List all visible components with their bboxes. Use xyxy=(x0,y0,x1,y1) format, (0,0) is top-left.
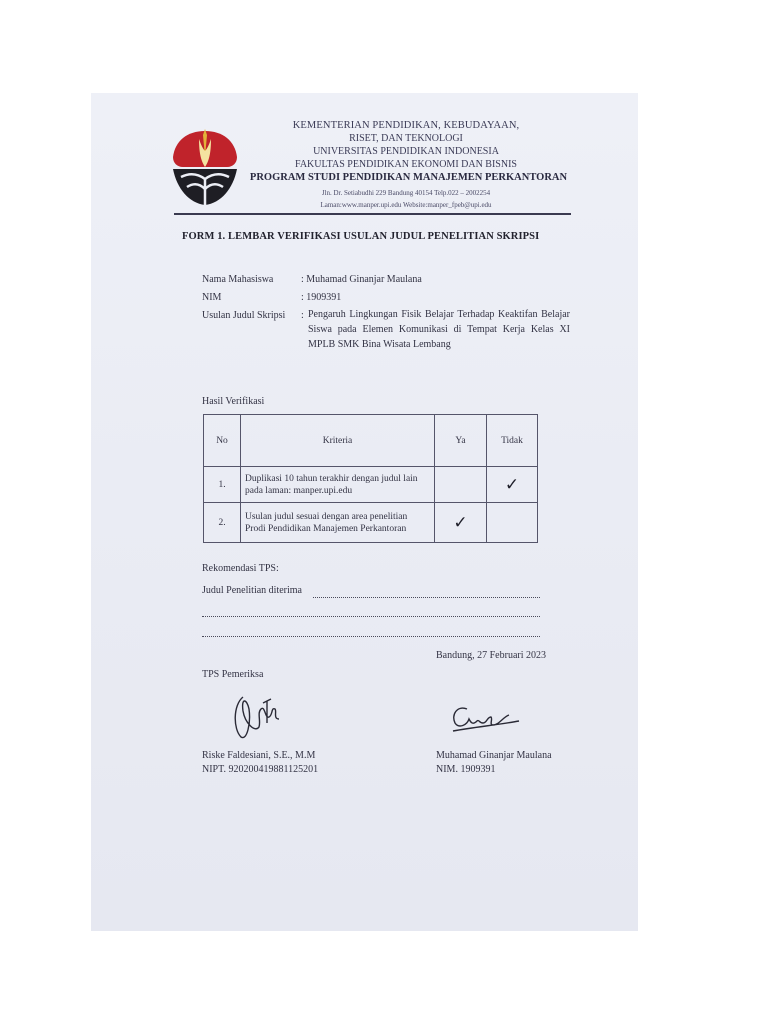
thesis-title-label: Usulan Judul Skripsi xyxy=(202,310,286,321)
university-logo xyxy=(169,127,241,207)
dotted-line xyxy=(202,615,540,617)
student-signature xyxy=(445,701,525,737)
dotted-line xyxy=(202,635,540,637)
row-tidak-mark: ✓ xyxy=(487,467,538,503)
recommendation-heading: Rekomendasi TPS: xyxy=(202,563,279,574)
verification-heading: Hasil Verifikasi xyxy=(202,396,265,407)
document-page xyxy=(91,93,638,931)
thesis-title-value: Pengaruh Lingkungan Fisik Belajar Terhadap Keaktifan Belajar Siswa pada Elemen Komunikasi di Tempat Kerja Kelas XI MPLB SMK Bina Wisata Lembang xyxy=(308,309,570,350)
header-address: Jln. Dr. Setiabudhi 229 Bandung 40154 Telp.022 – 2002254 xyxy=(321,189,491,197)
header-faculty: FAKULTAS PENDIDIKAN EKONOMI DAN BISNIS xyxy=(295,159,517,170)
header-program: PROGRAM STUDI PENDIDIKAN MANAJEMEN PERKANTORAN xyxy=(249,172,568,183)
col-ya: Ya xyxy=(435,415,487,467)
row-no: 2. xyxy=(204,503,241,543)
name-label: Nama Mahasiswa xyxy=(202,274,274,285)
examiner-nipt: NIPT. 920200419881125201 xyxy=(202,764,319,775)
student-nim: NIM. 1909391 xyxy=(436,764,496,775)
header-university: UNIVERSITAS PENDIDIKAN INDONESIA xyxy=(313,146,499,157)
nim-label: NIM xyxy=(202,292,222,303)
examiner-role: TPS Pemeriksa xyxy=(202,669,264,680)
row-ya-mark: ✓ xyxy=(435,503,487,543)
row-no: 1. xyxy=(204,467,241,503)
row-kriteria: Usulan judul sesuai dengan area penelitian Prodi Pendidikan Manajemen Perkantoran xyxy=(241,503,435,543)
header-ministry: KEMENTERIAN PENDIDIKAN, KEBUDAYAAN, xyxy=(292,120,520,131)
row-kriteria: Duplikasi 10 tahun terakhir dengan judul lain pada laman: manper.upi.edu xyxy=(241,467,435,503)
examiner-name: Riske Faldesiani, S.E., M.M xyxy=(202,750,316,761)
header-divider xyxy=(174,213,571,215)
examiner-signature xyxy=(229,693,291,741)
student-name: Muhamad Ginanjar Maulana xyxy=(436,750,552,761)
header-ministry-cont: RISET, DAN TEKNOLOGI xyxy=(349,133,463,144)
dotted-line xyxy=(313,596,540,598)
document-date: Bandung, 27 Februari 2023 xyxy=(436,650,546,661)
col-kriteria: Kriteria xyxy=(241,415,435,467)
header-website: Laman:www.manper.upi.edu Website:manper_fpeb@upi.edu xyxy=(320,201,492,209)
nim-value: : 1909391 xyxy=(301,292,342,303)
row-tidak-mark xyxy=(487,503,538,543)
table-row xyxy=(204,503,538,543)
col-no: No xyxy=(204,415,241,467)
table-row xyxy=(204,467,538,503)
verification-table xyxy=(203,414,538,543)
recommendation-text: Judul Penelitian diterima xyxy=(202,585,302,596)
col-tidak: Tidak xyxy=(487,415,538,467)
thesis-title-colon: : xyxy=(301,310,304,321)
row-ya-mark xyxy=(435,467,487,503)
name-value: : Muhamad Ginanjar Maulana xyxy=(301,274,422,285)
table-header-row xyxy=(204,415,538,467)
form-title: FORM 1. LEMBAR VERIFIKASI USULAN JUDUL PENELITIAN SKRIPSI xyxy=(182,231,540,242)
